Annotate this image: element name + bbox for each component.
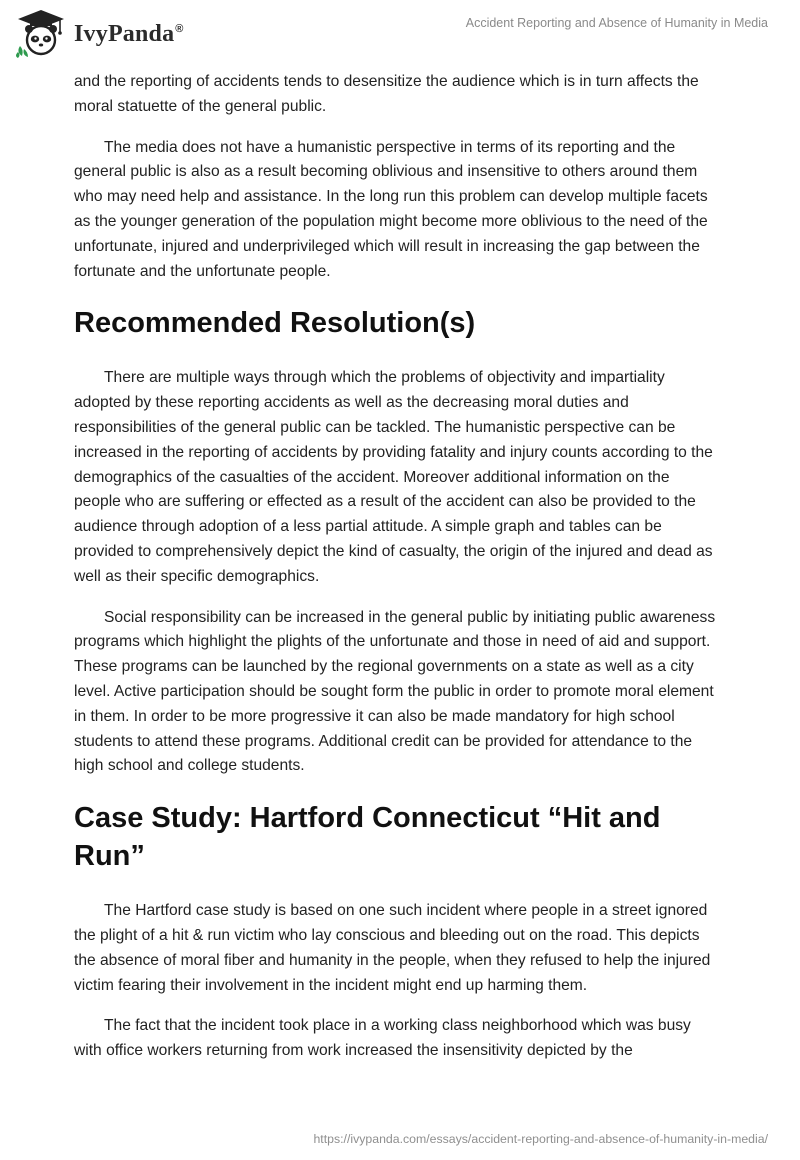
heading-recommended-resolutions: Recommended Resolution(s) bbox=[74, 307, 476, 340]
ivypanda-logo[interactable] bbox=[14, 8, 184, 58]
paragraph-resolution-ways: There are multiple ways through which the problems of objectivity and impartiality adopted by these reporting accidents as well as the decreasing moral duties and responsibilities of the general public can be tackled. The humanistic perspective can be increased in the reporting of accidents by providing fatality and injury counts according to the demographics of the casualties of the accident. Moreover additional information on the people who are suffering or effected as a result of the accident can also be provided to the audience through adoption of a less partial attitude. A simple graph and tables can be provided to comprehensively depict the kind of casualty, the origin of the injured and dead as well as their specific demographics. bbox=[74, 369, 713, 585]
heading-case-study: Case Study: Hartford Connecticut “Hit and Run” bbox=[74, 802, 661, 873]
logo-wordmark: IvyPanda® bbox=[74, 20, 184, 47]
document-title: Accident Reporting and Absence of Humanity in Media bbox=[465, 16, 768, 30]
page-header bbox=[0, 0, 800, 66]
paragraph-working-class-neighborhood: The fact that the incident took place in a working class neighborhood which was busy with office workers returning from work increased the insensitivity depicted by the bbox=[74, 1017, 691, 1060]
paragraph-social-responsibility: Social responsibility can be increased in the general public by initiating public awareness programs which highlight the plights of the unfortunate and those in need of aid and support. These programs can be launched by the regional governments on a state as well as a city level. Active participation should be sought form the public in order to promote moral element in them. In order to be more progressive it can also be made mandatory for high school students to attend these programs. Additional credit can be provided for attendance to the high school and college students. bbox=[74, 608, 716, 775]
source-url-link[interactable]: https://ivypanda.com/essays/accident-reporting-and-absence-of-humanity-in-media/ bbox=[313, 1132, 768, 1146]
paragraph-hartford-case: The Hartford case study is based on one such incident where people in a street ignored the plight of a hit & run victim who lay conscious and bleeding out on the road. This depicts the absence of moral fiber and humanity in the people, when they refused to help the injured victim fearing their involvement in the incident might end up harming them. bbox=[74, 902, 711, 994]
registered-mark: ® bbox=[175, 22, 184, 35]
essay-content bbox=[74, 70, 720, 1080]
panda-logo-icon bbox=[14, 8, 68, 58]
paragraph-continuation: and the reporting of accidents tends to desensitize the audience which is in turn affects the moral statuette of the general public. bbox=[74, 73, 699, 115]
paragraph-media-perspective: The media does not have a humanistic perspective in terms of its reporting and the general public is also as a result becoming oblivious and insensitive to others around them who may need help and assistance. In the long run this problem can develop multiple facets as the younger generation of the population might become more oblivious to the need of the unfortunate, injured and underprivileged which will result in increasing the gap between the fortunate and the unfortunate people. bbox=[74, 138, 708, 280]
